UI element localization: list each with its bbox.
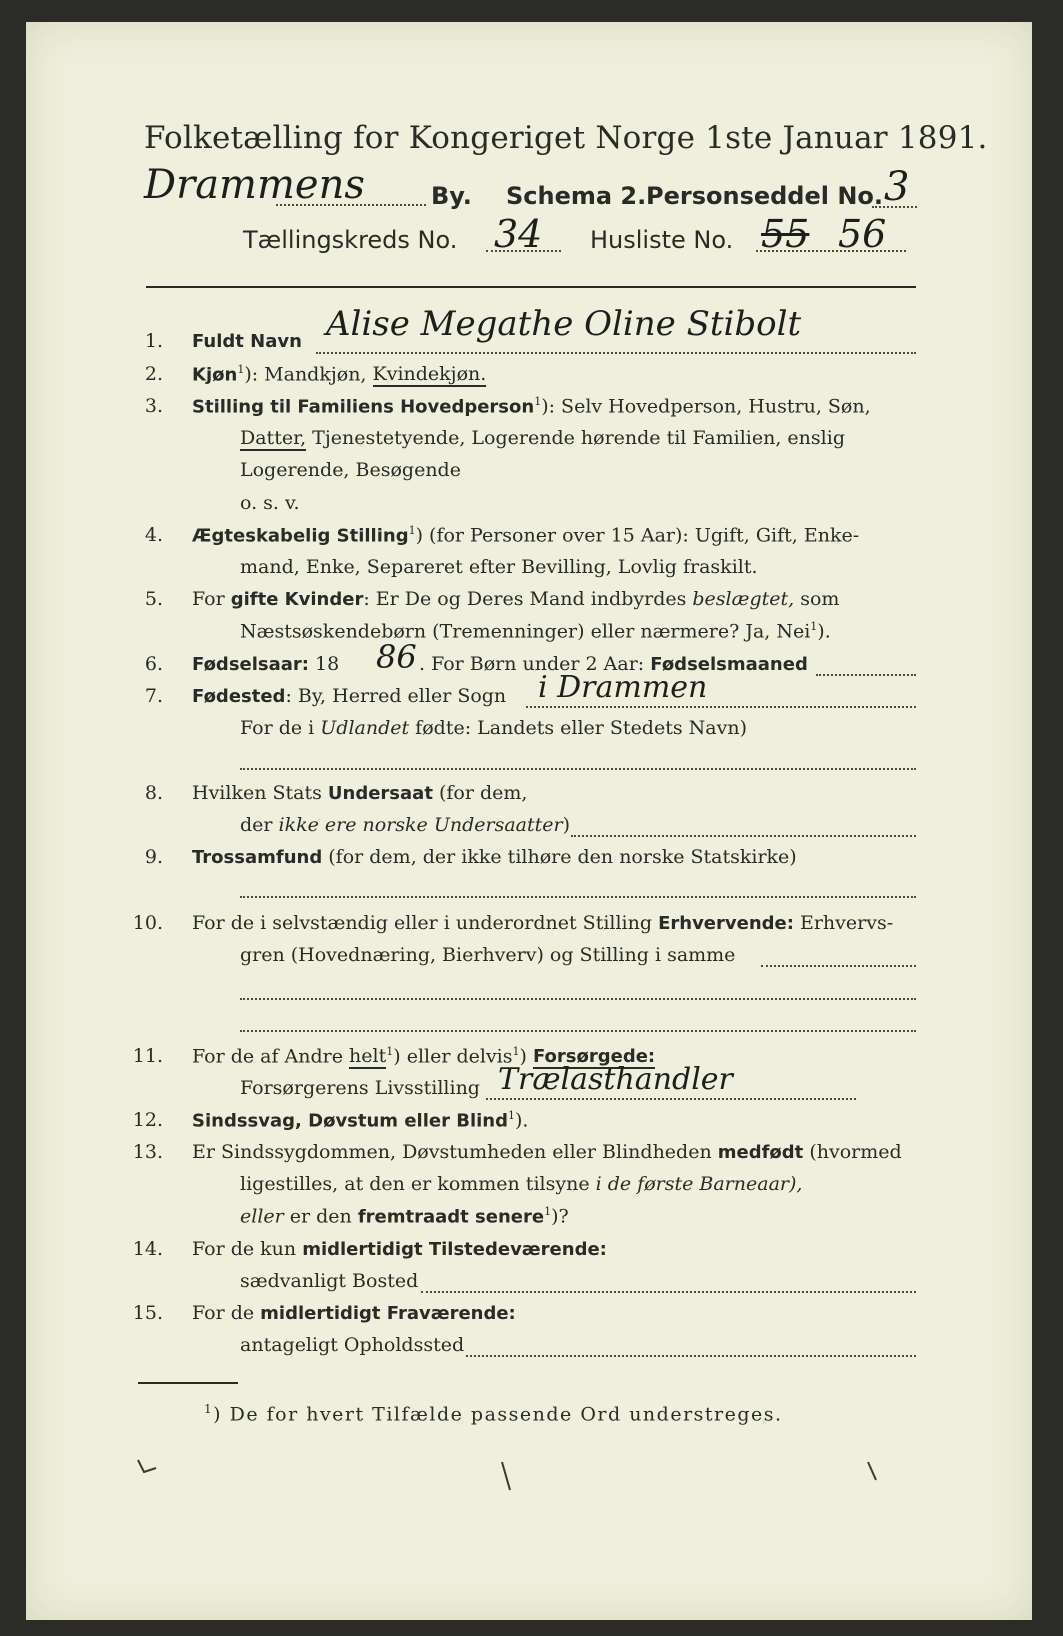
item-4-line-2: mand, Enke, Separeret efter Bevilling, Lovlig fraskilt. — [240, 556, 758, 578]
census-form-page — [26, 22, 1032, 1620]
kreds-label: Tællingskreds No. — [243, 226, 458, 254]
personseddel-number: 3 — [884, 164, 910, 210]
item-5-number: 5. — [144, 588, 163, 610]
item-3-options-1: ): Selv Hovedperson, Hustru, Søn, — [541, 395, 871, 418]
item-15-prefix: For de — [192, 1302, 261, 1324]
item-6-under-two: . For Børn under 2 Aar: — [419, 653, 651, 675]
item-14-label: midlertidigt Tilstedeværende: — [302, 1239, 607, 1260]
item-8-number: 8. — [144, 782, 163, 804]
item-2-footnote-mark: 1 — [237, 363, 245, 376]
item-4-number: 4. — [144, 524, 163, 546]
husliste-label: Husliste No. — [590, 226, 734, 254]
item-5-question: : Er De og Deres Mand indbyrdes — [363, 588, 693, 610]
item-6-label-2: Fødselsmaaned — [650, 654, 808, 675]
item-8-label: Undersaat — [327, 783, 433, 804]
item-13-line-2-italic: i de første Barneaar), — [595, 1173, 803, 1195]
item-4-footnote-mark: 1 — [408, 524, 416, 537]
footnote-text: ) De for hvert Tilfælde passende Ord understreges. — [213, 1403, 783, 1426]
item-2-label: Kjøn — [192, 364, 238, 386]
item-12-number: 12. — [132, 1109, 163, 1131]
item-6-year-prefix: 18 — [309, 653, 340, 675]
item-1-label: Fuldt Navn — [192, 331, 302, 352]
item-11-number: 11. — [132, 1045, 163, 1067]
item-11-footnote-mark-2: 1 — [512, 1045, 520, 1058]
tick-mark-right — [868, 1462, 876, 1480]
item-3-selected-option: Datter, — [240, 427, 307, 449]
item-5-label: gifte Kvinder — [230, 589, 364, 610]
item-3-label: Stilling til Familiens Hovedperson — [192, 396, 535, 418]
item-9-number: 9. — [144, 846, 163, 868]
item-5-prefix: For — [192, 588, 231, 610]
item-5-footnote-mark: 1 — [810, 620, 818, 633]
item-2-number: 2. — [144, 363, 163, 385]
item-11-value-occupation: Trælasthandler — [498, 1062, 733, 1097]
item-13-number: 13. — [132, 1141, 163, 1163]
item-10-end: Erhvervs- — [793, 912, 894, 934]
item-11-line-2: Forsørgerens Livsstilling — [240, 1077, 480, 1099]
husliste-number: 56 — [838, 212, 887, 256]
item-7-foreign-italic: Udlandet — [320, 717, 410, 739]
form-title: Folketælling for Kongeriget Norge 1ste Januar 1891. — [144, 120, 988, 156]
item-8-rest: (for dem, — [432, 782, 528, 804]
item-1-number: 1. — [144, 330, 163, 352]
item-13-line-2a: ligestilles, at den er kommen tilsyne — [240, 1173, 596, 1195]
item-11-delvis-end: ) — [519, 1045, 533, 1068]
item-13-prefix: Er Sindssygdommen, Døvstumheden eller Blindheden — [192, 1141, 718, 1163]
item-5-end: som — [794, 588, 840, 610]
item-3-footnote-mark: 1 — [534, 395, 542, 408]
item-7-value-birthplace: i Drammen — [538, 670, 708, 705]
item-13-end: (hvormed — [803, 1141, 902, 1163]
item-10-label: Erhvervende: — [658, 913, 794, 934]
item-8-close: ) — [562, 814, 570, 836]
item-12-footnote-mark: 1 — [507, 1109, 515, 1122]
item-7-number: 7. — [144, 685, 163, 707]
item-10-number: 10. — [132, 912, 163, 934]
item-13-line-3a: er den — [283, 1205, 358, 1228]
item-4-label: Ægteskabelig Stilling — [192, 525, 409, 547]
item-13-footnote-mark: 1 — [544, 1205, 552, 1218]
pencil-tick-marks — [26, 22, 1032, 1620]
tick-mark-middle — [502, 1462, 510, 1490]
item-14-number: 14. — [132, 1238, 163, 1260]
item-11-selected-option: helt — [349, 1045, 387, 1068]
item-10-line-2: gren (Hovednæring, Bierhverv) og Stilling i samme — [240, 944, 736, 966]
item-6-year-value: 86 — [376, 638, 417, 676]
item-3-line-3: Logerende, Besøgende — [240, 459, 461, 481]
husliste-old-number: 55 — [761, 212, 810, 256]
item-15-number: 15. — [132, 1302, 163, 1324]
item-8-prefix: Hvilken Stats — [192, 782, 328, 804]
item-9-rest: (for dem, der ikke tilhøre den norske Statskirke) — [322, 846, 797, 868]
city-handwritten: Drammens — [144, 162, 365, 208]
schema-label: Schema 2. — [506, 182, 647, 210]
item-2-options: ): Mandkjøn, — [244, 363, 373, 386]
by-label: By. — [431, 182, 472, 210]
item-11-footnote-mark: 1 — [386, 1045, 394, 1058]
item-14-prefix: For de kun — [192, 1238, 303, 1260]
item-1-value-name: Alise Megathe Oline Stibolt — [326, 304, 802, 344]
item-8-italic: ikke ere norske Undersaatter — [278, 814, 563, 836]
kreds-number: 34 — [494, 212, 543, 256]
item-13-label: medfødt — [717, 1142, 804, 1163]
item-11-delvis: ) eller delvis — [393, 1045, 513, 1068]
item-10-prefix: For de i selvstændig eller i underordnet Stilling — [192, 912, 659, 934]
item-13-line-3b: )? — [551, 1205, 569, 1228]
item-7-label: Fødested — [192, 686, 286, 707]
item-6-label: Fødselsaar: — [192, 654, 309, 675]
item-3-options-2: Tjenestetyende, Logerende hørende til Familien, enslig — [306, 427, 845, 449]
item-2-selected-option: Kvindekjøn. — [372, 363, 487, 386]
item-7-options: : By, Herred eller Sogn — [285, 685, 507, 707]
item-12-label: Sindssvag, Døvstum eller Blind — [192, 1110, 508, 1132]
item-11-prefix: For de af Andre — [192, 1045, 350, 1068]
item-4-options-1: ) (for Personer over 15 Aar): Ugift, Gift, Enke- — [415, 524, 860, 547]
personseddel-label: Personseddel No. — [646, 182, 884, 210]
item-5-italic: beslægtet, — [692, 588, 795, 610]
item-13-eller: eller — [240, 1205, 284, 1228]
tick-mark-left — [138, 1460, 156, 1472]
item-5-question-2-end: ). — [817, 620, 831, 643]
item-9-label: Trossamfund — [192, 847, 323, 868]
item-15-line-2: antageligt Opholdssted — [240, 1334, 465, 1356]
item-7-foreign-b: fødte: Landets eller Stedets Navn) — [409, 717, 747, 739]
footnote-mark: 1 — [204, 1402, 214, 1416]
item-5-question-2: Næstsøskendebørn (Tremenninger) eller nærmere? Ja, Nei — [240, 620, 811, 643]
item-3-line-4: o. s. v. — [240, 492, 300, 514]
item-12-end: ). — [514, 1109, 529, 1132]
item-6-number: 6. — [144, 653, 163, 675]
item-15-label: midlertidigt Fraværende: — [260, 1303, 516, 1324]
item-11-label: Forsørgede: — [532, 1046, 656, 1068]
item-7-foreign-a: For de i — [240, 717, 321, 739]
item-14-line-2: sædvanligt Bosted — [240, 1270, 419, 1292]
item-13-label-2: fremtraadt senere — [357, 1206, 545, 1228]
item-3-number: 3. — [144, 395, 163, 417]
item-8-der: der — [240, 814, 279, 836]
